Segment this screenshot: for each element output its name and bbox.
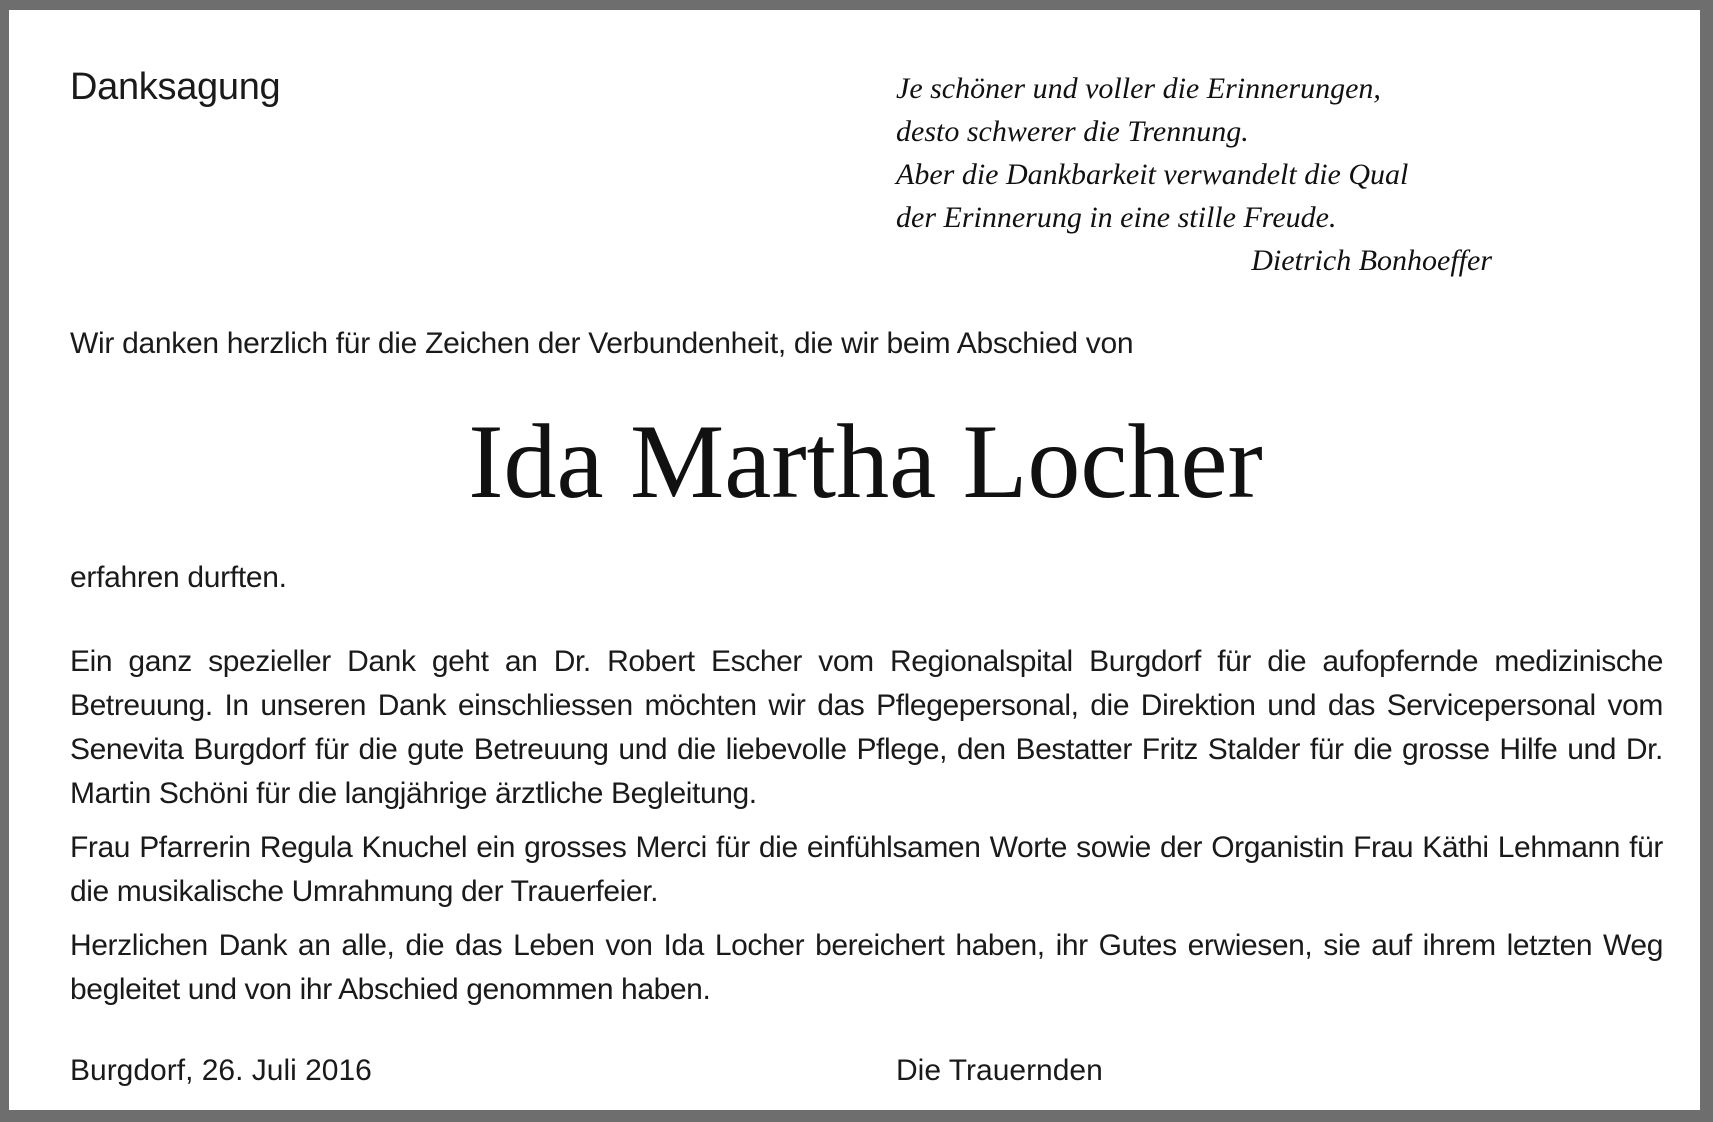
after-name-text: erfahren durften. [70,561,287,594]
intro-text: Wir danken herzlich für die Zeichen der Verbundenheit, die wir beim Abschied von [70,327,1134,360]
place-date: Burgdorf, 26. Juli 2016 [70,1054,372,1087]
quote-line: Je schöner und voller die Erinnerungen, [896,72,1381,105]
quote-line: desto schwerer die Trennung. [896,115,1249,148]
thanks-body [70,640,1663,1022]
notice-heading: Danksagung [70,66,281,108]
thanks-paragraph: Ein ganz spezieller Dank geht an Dr. Robert Escher vom Regionalspital Burgdorf für die aufopfernde medizinische Betreuung. In unseren Dank einschliessen möchten wir das Pflegepersonal, die Direktion und das Servicepersonal vom Senevita Burgdorf für die gute Betreuung und die liebevolle Pflege, den Bestatter Fritz Stalder für die grosse Hilfe und Dr. Martin Schöni für die langjährige ärztliche Begleitung. [70,645,1663,810]
deceased-name: Ida Martha Locher [468,403,1263,520]
thanks-paragraph: Herzlichen Dank an alle, die das Leben von Ida Locher bereichert haben, ihr Gutes erwiesen, sie auf ihrem letzten Weg begleitet und von ihr Abschied genommen haben. [70,929,1663,1006]
quote-line: der Erinnerung in eine stille Freude. [896,201,1337,234]
quote-line: Aber die Dankbarkeit verwandelt die Qual [896,158,1409,191]
quote-author: Dietrich Bonhoeffer [1251,244,1492,277]
thanks-paragraph: Frau Pfarrerin Regula Knuchel ein grosses Merci für die einfühlsamen Worte sowie der Organistin Frau Käthi Lehmann für die musikalische Umrahmung der Trauerfeier. [70,831,1663,908]
signature: Die Trauernden [896,1054,1103,1087]
quote-block [896,67,1496,282]
